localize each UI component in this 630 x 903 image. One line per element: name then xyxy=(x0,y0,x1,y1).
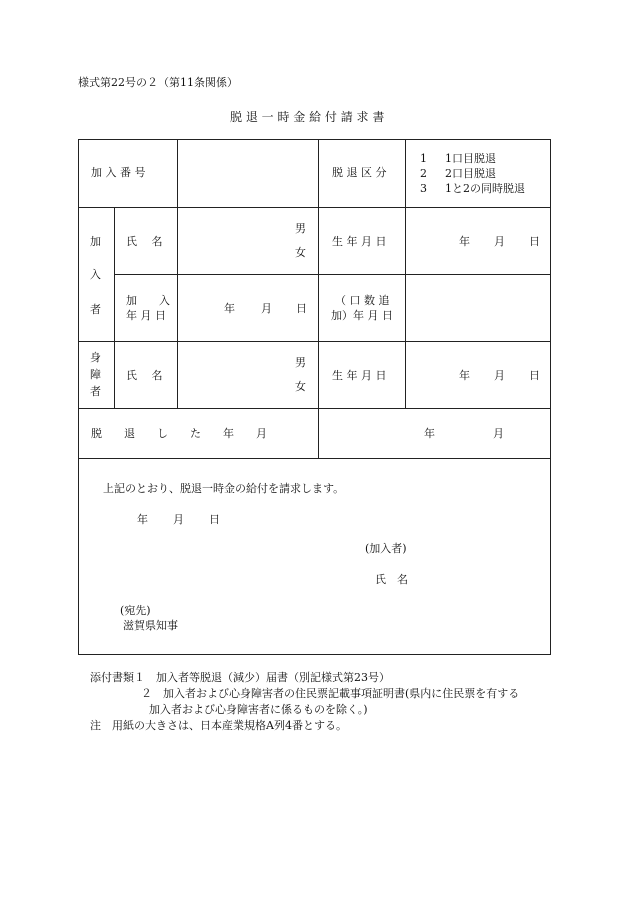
col-divider xyxy=(177,207,178,408)
disabled-group-char-3: 者 xyxy=(90,385,101,398)
withdrawal-date-year: 年 xyxy=(424,427,435,440)
member-group-char-2: 入 xyxy=(90,268,101,281)
withdrawal-date-label: 脱 退 し た 年 月 xyxy=(91,427,267,440)
col-divider xyxy=(114,207,115,408)
join-date-month: 月 xyxy=(261,302,272,315)
units-added-label-line2: 加）年 月 日 xyxy=(331,309,393,322)
claim-form-table xyxy=(78,139,551,655)
disabled-group-char-2: 障 xyxy=(90,368,101,381)
declaration-statement: 上記のとおり、脱退一時金の給付を請求します。 xyxy=(103,482,345,495)
disabled-name-label: 氏 名 xyxy=(126,369,163,382)
applicant-name-label: 氏 名 xyxy=(375,573,408,586)
declaration-date-year: 年 xyxy=(137,513,148,526)
disabled-birth-day: 日 xyxy=(529,369,540,382)
member-group-char-1: 加 xyxy=(90,235,101,248)
withdrawal-type-label: 脱 退 区 分 xyxy=(332,166,387,179)
disabled-female-option: 女 xyxy=(295,380,306,393)
row-divider xyxy=(79,458,550,459)
member-male-option: 男 xyxy=(295,222,306,235)
join-date-day: 日 xyxy=(296,302,307,315)
units-added-label-line1: （ 口 数 追 xyxy=(335,294,390,307)
row-divider xyxy=(114,274,550,275)
col-divider xyxy=(177,140,178,207)
attachment-note-1: 添付書類１ 加入者等脱退（減少）届書（別記様式第23号） xyxy=(90,671,390,684)
addressee: 滋賀県知事 xyxy=(123,619,178,632)
addressee-label: (宛先) xyxy=(120,604,151,617)
row-divider xyxy=(79,341,550,342)
col-divider xyxy=(405,140,406,408)
member-birth-label: 生 年 月 日 xyxy=(332,235,387,248)
withdrawal-option-2-num: 2 xyxy=(420,167,427,180)
declaration-date-day: 日 xyxy=(209,513,220,526)
member-number-label: 加 入 番 号 xyxy=(91,166,146,179)
withdrawal-option-3-text: 1と2の同時脱退 xyxy=(445,182,525,195)
member-birth-day: 日 xyxy=(529,235,540,248)
applicant-label: (加入者) xyxy=(365,542,407,555)
member-birth-month: 月 xyxy=(494,235,505,248)
disabled-group-char-1: 身 xyxy=(90,351,101,364)
withdrawal-option-1-num: 1 xyxy=(420,152,427,165)
declaration-date-month: 月 xyxy=(173,513,184,526)
row-divider xyxy=(79,207,550,208)
withdrawal-option-3-num: 3 xyxy=(420,182,427,195)
form-number: 様式第22号の２（第11条関係） xyxy=(78,76,238,89)
member-birth-year: 年 xyxy=(459,235,470,248)
disabled-male-option: 男 xyxy=(295,356,306,369)
disabled-birth-year: 年 xyxy=(459,369,470,382)
member-group-char-3: 者 xyxy=(90,303,101,316)
member-name-label: 氏 名 xyxy=(126,235,163,248)
col-divider xyxy=(318,140,319,458)
attachment-note-2: ２ 加入者および心身障害者の住民票記載事項証明書(県内に住民票を有する xyxy=(141,687,520,700)
attachment-note-3: 加入者および心身障害者に係るものを除く。) xyxy=(149,703,368,716)
withdrawal-date-month: 月 xyxy=(493,427,504,440)
row-divider xyxy=(79,408,550,409)
join-date-label-line2: 年 月 日 xyxy=(126,309,166,322)
join-date-label-line1: 加 入 xyxy=(126,294,170,307)
join-date-year: 年 xyxy=(224,302,235,315)
withdrawal-option-2-text: 2口目脱退 xyxy=(445,167,496,180)
disabled-birth-label: 生 年 月 日 xyxy=(332,369,387,382)
withdrawal-option-1-text: 1口目脱退 xyxy=(445,152,496,165)
paper-size-note: 注 用紙の大きさは、日本産業規格A列4番とする。 xyxy=(90,719,347,732)
disabled-birth-month: 月 xyxy=(494,369,505,382)
form-title: 脱 退 一 時 金 給 付 請 求 書 xyxy=(230,110,385,124)
member-female-option: 女 xyxy=(295,246,306,259)
